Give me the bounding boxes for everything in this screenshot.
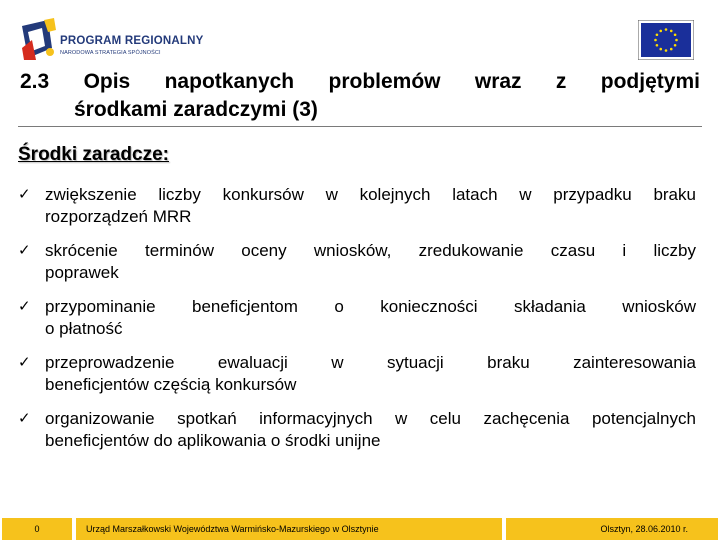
list-item-word: i [622, 241, 627, 260]
title-word: 2.3 [20, 70, 50, 93]
list-item-word: latach [452, 185, 498, 204]
list-item-line: beneficjentów częścią konkursów [45, 375, 297, 394]
list-item-word: celu [429, 409, 461, 428]
list-item-word: oceny [241, 241, 287, 260]
slide-title-line-2: środkami zaradczymi (3) [74, 98, 318, 121]
list-item-word: sytuacji [387, 353, 444, 372]
list-item-text [45, 184, 696, 228]
eu-flag-icon [638, 20, 694, 60]
list-item-word: spotkań [177, 409, 237, 428]
list-item-word: organizowanie [45, 409, 155, 428]
list-item-line: beneficjentów do aplikowania o środki unijne [45, 431, 381, 450]
section-heading: Środki zaradcze: [18, 144, 169, 165]
list-item-word: potencjalnych [591, 409, 696, 428]
eu-star-icon [670, 48, 673, 51]
list-item-line: o płatność [45, 319, 123, 338]
eu-star-icon [674, 33, 677, 36]
list-item-word: wniosków [622, 297, 696, 316]
program-logo-icon [18, 18, 58, 62]
list-item-word: w [331, 353, 344, 372]
list-item-word: przypadku [553, 185, 632, 204]
list-item-word: liczby [158, 185, 201, 204]
list-item-word: zainteresowania [573, 353, 696, 372]
checkmark-icon: ✓ [18, 242, 31, 259]
list-item-word: konkursów [222, 185, 304, 204]
checkmark-icon: ✓ [18, 354, 31, 371]
list-item-word: przypominanie [45, 297, 156, 316]
list-item-word: skrócenie [45, 241, 118, 260]
list-item-line: rozporządzeń MRR [45, 207, 192, 226]
list-item-word: zwiększenie [45, 185, 137, 204]
page-number: 0 [2, 518, 72, 540]
slide-title-line-1 [20, 68, 700, 96]
title-word: Opis [83, 70, 131, 93]
list-item-word: składania [514, 297, 586, 316]
title-divider [18, 126, 702, 127]
list-item-word: czasu [550, 241, 596, 260]
eu-star-icon [675, 39, 678, 42]
program-regionalny-logo [18, 14, 204, 66]
list-item-word: braku [653, 185, 696, 204]
eu-star-icon [656, 33, 659, 36]
footer-bar [0, 518, 720, 540]
title-word: z [555, 70, 567, 93]
list-item-word: przeprowadzenie [45, 353, 175, 372]
list-item-line [45, 408, 696, 430]
list-item-text [45, 352, 696, 396]
checkmark-icon: ✓ [18, 298, 31, 315]
list-item-word: w [325, 185, 338, 204]
list-item-text [45, 296, 696, 340]
list-item-word: kolejnych [359, 185, 431, 204]
eu-star-icon [659, 48, 662, 51]
eu-star-icon [674, 44, 677, 47]
list-item-line [45, 296, 696, 318]
eu-star-icon [656, 44, 659, 47]
eu-star-icon [670, 30, 673, 33]
list-item-word: konieczności [380, 297, 478, 316]
logo-subtitle: NARODOWA STRATEGIA SPÓJNOŚCI [60, 50, 161, 56]
list-item-line [45, 240, 696, 262]
eu-star-icon [665, 49, 668, 52]
checkmark-icon: ✓ [18, 410, 31, 427]
title-word: problemów [328, 70, 441, 93]
title-word: podjętymi [600, 70, 700, 93]
logo-title: PROGRAM REGIONALNY [60, 35, 204, 47]
list-item-word: zredukowanie [418, 241, 524, 260]
list-item-word: ewaluacji [217, 353, 288, 372]
slide-title [20, 68, 700, 124]
eu-star-icon [659, 30, 662, 33]
list-item-word: o [334, 297, 344, 316]
list-item-word: w [395, 409, 408, 428]
list-item-word: beneficjentom [192, 297, 298, 316]
checkmark-icon: ✓ [18, 186, 31, 203]
list-item-word: wniosków, [313, 241, 392, 260]
footer-place-date: Olsztyn, 28.06.2010 r. [506, 518, 718, 540]
title-word: napotkanych [164, 70, 295, 93]
list-item-text [45, 408, 696, 452]
list-item-word: liczby [653, 241, 696, 260]
list-item-text [45, 240, 696, 284]
title-word: wraz [474, 70, 522, 93]
list-item-word: terminów [145, 241, 214, 260]
list-item-line [45, 184, 696, 206]
list-item-line: poprawek [45, 263, 119, 282]
eu-star-icon [665, 28, 668, 31]
list-item-word: w [519, 185, 532, 204]
list-item-word: informacyjnych [259, 409, 373, 428]
eu-star-icon [654, 39, 657, 42]
list-item-word: zachęcenia [483, 409, 570, 428]
footer-organization: Urząd Marszałkowski Województwa Warmińsko-Mazurskiego w Olsztynie [76, 518, 502, 540]
list-item-line [45, 352, 696, 374]
list-item-word: braku [487, 353, 530, 372]
